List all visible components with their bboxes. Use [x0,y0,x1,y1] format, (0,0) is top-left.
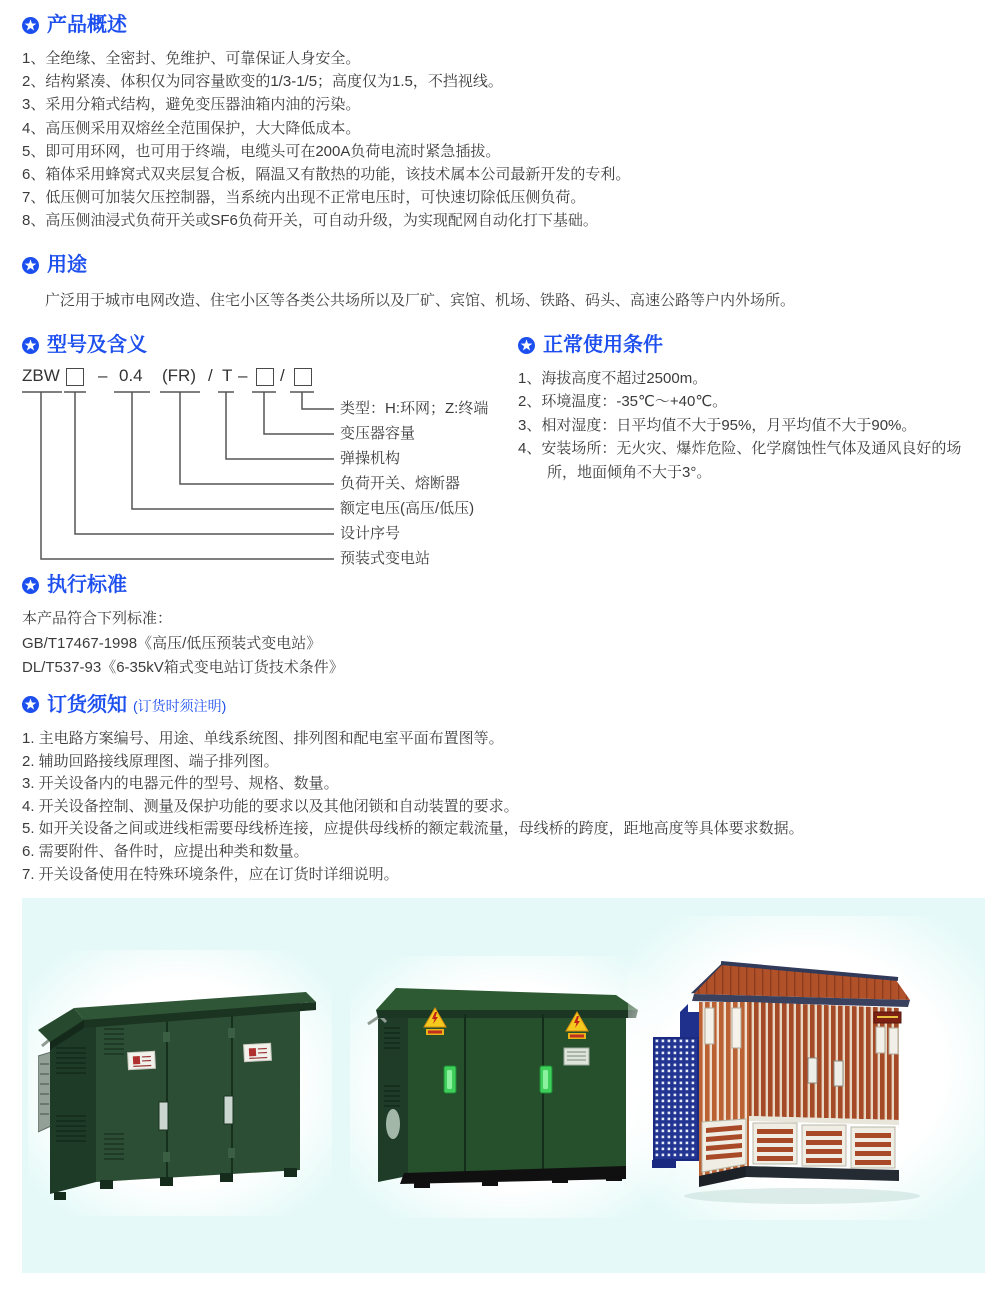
photo-green-substation-b [350,956,670,1218]
door-handle [834,1061,843,1086]
overview-item: 7、低压侧可加装欠压控制器，当系统内出现不正常电压时，可快速切除低压侧负荷。 [22,189,586,207]
model-code-prefix: ZBW [22,366,60,385]
roof-top [376,988,638,1010]
ground-shadow [684,1188,920,1204]
overview-item: 8、高压侧油浸式负荷开关或SF6负荷开关，可自动升级，为实现配网自动化打下基础。 [22,212,598,230]
door-handle [808,1058,817,1083]
model-code-slash: / [280,366,285,385]
photo-red-substation [628,916,984,1220]
ordering-item: 6. 需要附件、备件时，应提出种类和数量。 [22,842,309,860]
star-icon [22,696,39,713]
door-handle [444,1066,456,1093]
model-code-slash: / [208,366,213,385]
condition-item: 4、安装场所：无火灾、爆炸危险、化学腐蚀性气体及通风良好的场所，地面倾角不大于3°。 [518,440,962,481]
model-label: 变压器容量 [340,425,416,442]
section-title: 用途 [47,254,87,276]
overview-item: 1、全绝缘、全密封、免维护、可靠保证人身安全。 [22,50,361,67]
section-model [22,332,522,575]
model-label: 预装式变电站 [340,550,431,567]
model-label: 额定电压(高压/低压) [340,500,475,517]
standards-line: DL/T537-93《6-35kV箱式变电站订货技术条件》 [22,659,344,677]
model-code-voltage: 0.4 [119,366,143,385]
section-ordering-header [22,690,804,719]
model-code-t: T [222,366,233,385]
model-placeholder-box [66,368,84,386]
section-title: 产品概述 [47,14,127,36]
condition-item: 2、环境温度：-35℃～+40℃。 [518,393,728,411]
model-code-fr: (FR) [162,366,196,385]
overview-item: 5、即可用环网，也可用于终端，电缆头可在200A负荷电流时紧急插拔。 [22,142,501,160]
door-label [128,1051,156,1069]
model-label: 负荷开关、熔断器 [340,475,461,492]
cabinet-front [96,1002,300,1182]
star-icon [22,17,39,34]
overview-item: 2、结构紧凑、体积仅为同容量欧变的1/3-1/5；高度仅为1.5，不挡视线。 [22,73,503,91]
model-designation-diagram [22,365,522,575]
model-placeholder-box [294,368,312,386]
window [705,1008,714,1044]
spec-label [564,1048,589,1065]
standards-list [22,607,344,681]
section-title: 型号及含义 [47,334,147,356]
louver-panel [753,1123,797,1164]
section-usage [22,252,975,312]
section-overview [22,12,630,233]
green-substation-b-illustration [362,966,662,1206]
model-label: 设计序号 [340,525,401,542]
overview-item: 6、箱体采用蜂窝式双夹层复合板，隔温又有散热的功能，该技术属本公司最新开发的专利。 [22,166,631,184]
usage-paragraph: 广泛用于城市电网改造、住宅小区等各类公共场所以及厂矿、宾馆、机场、铁路、码头、高速公路等户内外场所。 [45,292,796,309]
star-icon [22,337,39,354]
overview-item: 4、高压侧采用双熔丝全范围保护，大大降低成本。 [22,119,361,137]
ordering-item: 5. 如开关设备之间或进线柜需要母线桥连接，应提供母线桥的额定载流量，母线桥的跨度，距地高度等具体要求数据。 [22,820,804,838]
overview-list [22,47,630,233]
window [732,1008,741,1048]
ordering-list [22,728,804,886]
section-conditions-header [518,332,984,358]
section-model-header [22,332,522,358]
star-icon [22,577,39,594]
ordering-item: 1. 主电路方案编号、用途、单线系统图、排列图和配电室平面布置图等。 [22,730,504,747]
star-icon [22,257,39,274]
model-code-dash: – [238,366,248,385]
section-conditions [518,332,984,484]
section-subtitle: (订货时须注明) [133,698,227,714]
model-code-dash: – [98,366,108,385]
condition-item: 3、相对湿度：日平均值不大于95%，月平均值不大于90%。 [518,416,917,434]
window [889,1028,898,1054]
green-substation-a-illustration [38,962,322,1202]
ordering-item: 7. 开关设备使用在特殊环境条件，应在订货时详细说明。 [22,865,399,883]
door-handle [540,1066,552,1093]
door-handle [159,1102,168,1130]
section-standards [22,572,344,681]
door-label [244,1043,272,1061]
section-overview-header [22,12,630,38]
section-ordering [22,690,804,886]
ordering-item: 3. 开关设备内的电器元件的型号、规格、数量。 [22,775,339,793]
louver-panel [802,1125,846,1166]
roof-fascia [376,1010,638,1018]
model-label: 弹操机构 [340,450,401,467]
louver-panel [702,1119,746,1172]
ordering-item: 4. 开关设备控制、测量及保护功能的要求以及其他闭锁和自动装置的要求。 [22,797,519,815]
condition-item: 1、海拔高度不超过2500m。 [518,370,708,387]
model-label: 类型：H:环网；Z:终端 [340,400,489,417]
door-handle [224,1096,233,1124]
section-title: 订货须知 [47,693,127,716]
conditions-list [518,367,984,484]
product-photo-panel [22,898,985,1273]
star-icon [518,337,535,354]
model-placeholder-box [256,368,274,386]
section-usage-header [22,252,975,278]
section-title: 正常使用条件 [543,334,663,356]
louver-panel [851,1127,895,1168]
standards-line: GB/T17467-1998《高压/低压预装式变电站》 [22,634,322,652]
red-substation-illustration [642,924,972,1224]
ordering-item: 2. 辅助回路接线原理图、端子排列图。 [22,752,279,770]
photo-green-substation-a [28,950,332,1216]
section-title: 执行标准 [47,574,127,596]
overview-item: 3、采用分箱式结构，避免变压器油箱内油的污染。 [22,96,361,114]
window [876,1027,885,1053]
blue-lattice-grille [652,1004,700,1168]
standards-line: 本产品符合下列标准： [22,610,173,627]
section-standards-header [22,572,344,598]
